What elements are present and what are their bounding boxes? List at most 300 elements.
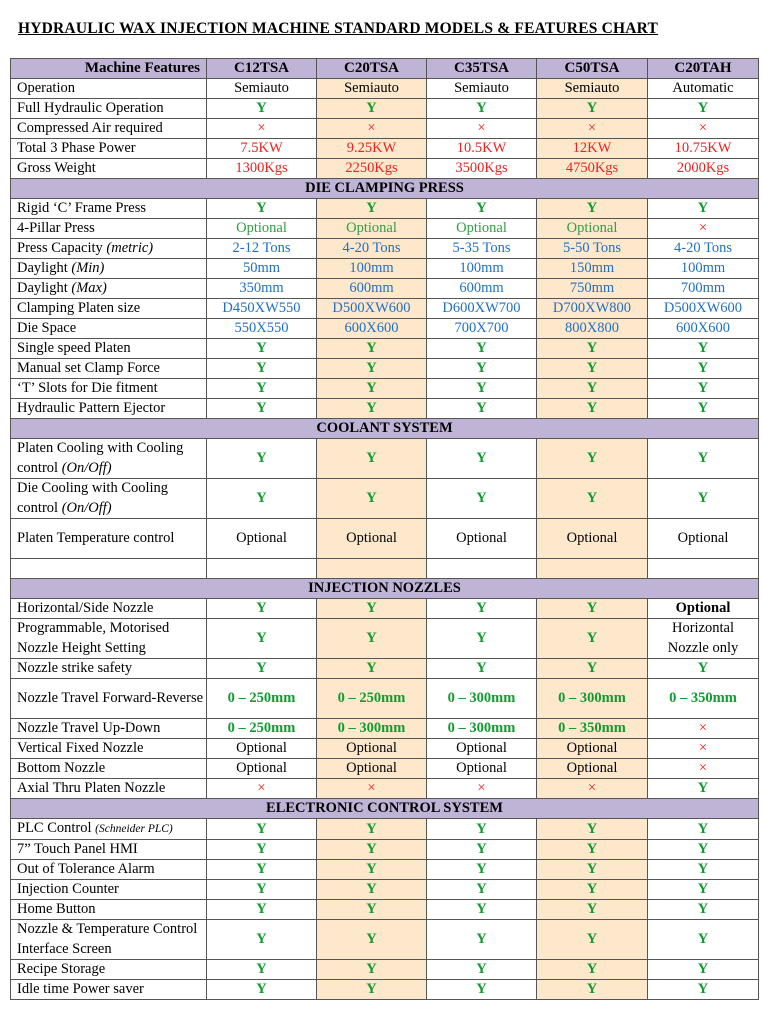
model-value-cell: Y — [317, 399, 427, 419]
feature-label-text: Home Button — [17, 901, 96, 917]
model-value-cell: D700XW800 — [537, 299, 648, 319]
model-value-cell: Y — [648, 479, 759, 519]
feature-label — [11, 860, 207, 880]
model-value-cell: Y — [207, 379, 317, 399]
model-value-cell: 700X700 — [427, 319, 537, 339]
model-value-cell: Optional — [207, 739, 317, 759]
model-value-cell: Y — [317, 880, 427, 900]
features-chart-table — [10, 58, 759, 1000]
model-value-cell: Optional — [427, 759, 537, 779]
feature-label-text: Full Hydraulic Operation — [17, 100, 164, 116]
model-value-cell: Optional — [317, 759, 427, 779]
feature-label-text: Platen Cooling with Cooling control — [17, 440, 184, 476]
empty-cell — [648, 559, 759, 579]
model-value-cell: Y — [317, 980, 427, 1000]
model-value-cell: 0 – 350mm — [648, 679, 759, 719]
feature-label — [11, 399, 207, 419]
feature-label-text: Daylight — [17, 260, 68, 276]
feature-label — [11, 139, 207, 159]
model-value-cell: Y — [537, 339, 648, 359]
model-value-cell: Y — [207, 339, 317, 359]
feature-row — [11, 139, 759, 159]
feature-label — [11, 479, 207, 519]
feature-row — [11, 659, 759, 679]
model-value-cell: Y — [207, 920, 317, 960]
feature-label-text: 7” Touch Panel HMI — [17, 841, 138, 857]
model-value-cell: D450XW550 — [207, 299, 317, 319]
model-header: C35TSA — [427, 59, 537, 79]
feature-label-text: ‘T’ Slots for Die fitment — [17, 380, 158, 396]
feature-label — [11, 719, 207, 739]
feature-row — [11, 819, 759, 840]
model-value-cell: Y — [537, 619, 648, 659]
feature-label-text: Clamping Platen size — [17, 300, 141, 316]
feature-label-text: Total 3 Phase Power — [17, 140, 136, 156]
model-value-cell: Y — [427, 860, 537, 880]
model-value-cell: × — [648, 719, 759, 739]
feature-row — [11, 880, 759, 900]
feature-label — [11, 880, 207, 900]
feature-label — [11, 920, 207, 960]
model-value-cell: Y — [427, 99, 537, 119]
model-value-cell: × — [648, 739, 759, 759]
model-value-cell: Y — [427, 439, 537, 479]
feature-label-text: Nozzle strike safety — [17, 660, 133, 676]
model-value-cell: Y — [427, 819, 537, 840]
model-value-cell: Y — [207, 980, 317, 1000]
model-value-cell: 700mm — [648, 279, 759, 299]
model-value-cell: Y — [317, 359, 427, 379]
model-value-cell: Y — [648, 399, 759, 419]
feature-label-text: PLC Control — [17, 820, 92, 836]
model-value-cell: Y — [427, 379, 537, 399]
feature-label-text: Vertical Fixed Nozzle — [17, 740, 144, 756]
model-value-cell: Y — [207, 99, 317, 119]
model-value-cell: Y — [207, 840, 317, 860]
model-value-cell: 7.5KW — [207, 139, 317, 159]
model-value-cell: Y — [537, 900, 648, 920]
model-value-cell: × — [317, 119, 427, 139]
model-value-cell: Y — [317, 619, 427, 659]
model-value-cell: Y — [648, 840, 759, 860]
model-value-cell: Y — [648, 379, 759, 399]
feature-label-text: Bottom Nozzle — [17, 760, 106, 776]
feature-label — [11, 840, 207, 860]
model-value-cell: Y — [537, 819, 648, 840]
model-value-cell: Y — [207, 659, 317, 679]
model-value-cell: Y — [427, 599, 537, 619]
section-header-row — [11, 579, 759, 599]
machine-features-header: Machine Features — [11, 59, 207, 79]
feature-label-qualifier: (Min) — [71, 260, 105, 276]
feature-row — [11, 359, 759, 379]
model-value-cell: Y — [537, 479, 648, 519]
model-value-cell: 800X800 — [537, 319, 648, 339]
feature-label — [11, 219, 207, 239]
model-value-cell: Y — [537, 439, 648, 479]
model-value-cell: × — [207, 119, 317, 139]
model-value-cell: 0 – 300mm — [427, 679, 537, 719]
model-value-cell: Y — [537, 860, 648, 880]
blank-row — [11, 559, 759, 579]
page-title: HYDRAULIC WAX INJECTION MACHINE STANDARD MODELS & FEATURES CHART — [18, 20, 659, 37]
model-value-cell: 5-50 Tons — [537, 239, 648, 259]
model-value-cell: Y — [648, 900, 759, 920]
feature-row — [11, 439, 759, 479]
model-value-cell: Y — [537, 920, 648, 960]
feature-row — [11, 299, 759, 319]
model-value-cell: Y — [537, 599, 648, 619]
model-value-cell: Y — [427, 479, 537, 519]
model-value-cell: Y — [648, 960, 759, 980]
model-value-cell: Y — [427, 840, 537, 860]
model-value-cell: Semiauto — [427, 79, 537, 99]
feature-label-text: Out of Tolerance Alarm — [17, 861, 155, 877]
model-value-cell: Y — [648, 359, 759, 379]
empty-cell — [11, 559, 207, 579]
model-value-cell: Y — [537, 99, 648, 119]
feature-row — [11, 840, 759, 860]
feature-row — [11, 960, 759, 980]
feature-label-text: Idle time Power saver — [17, 981, 144, 997]
feature-label-text: Hydraulic Pattern Ejector — [17, 400, 166, 416]
model-value-cell: × — [537, 119, 648, 139]
feature-label-text: Rigid ‘C’ Frame Press — [17, 200, 147, 216]
model-value-cell: 600mm — [317, 279, 427, 299]
model-value-cell: D600XW700 — [427, 299, 537, 319]
model-value-cell: Y — [207, 619, 317, 659]
model-value-cell: 550X550 — [207, 319, 317, 339]
feature-label-text: Manual set Clamp Force — [17, 360, 160, 376]
feature-label-qualifier: (Max) — [71, 280, 107, 296]
feature-row — [11, 759, 759, 779]
feature-row — [11, 199, 759, 219]
feature-row — [11, 920, 759, 960]
feature-row — [11, 599, 759, 619]
model-value-cell: × — [537, 779, 648, 799]
model-value-cell: Y — [317, 199, 427, 219]
feature-label-text: Nozzle Travel Forward-Reverse — [17, 689, 204, 706]
model-value-cell: Optional — [317, 739, 427, 759]
feature-label-text: Programmable, Motorised Nozzle Height Setting — [17, 620, 170, 656]
section-header-row — [11, 179, 759, 199]
model-value-cell: 600mm — [427, 279, 537, 299]
model-value-cell: Y — [427, 659, 537, 679]
feature-label-text: Platen Temperature control — [17, 529, 175, 546]
model-value-cell: Horizontal Nozzle only — [648, 619, 759, 659]
model-value-cell: Y — [537, 880, 648, 900]
feature-label — [11, 159, 207, 179]
model-value-cell: Y — [427, 399, 537, 419]
model-value-cell: Optional — [537, 219, 648, 239]
feature-row — [11, 119, 759, 139]
model-value-cell: × — [317, 779, 427, 799]
model-value-cell: 750mm — [537, 279, 648, 299]
model-value-cell: Y — [317, 960, 427, 980]
model-value-cell: Y — [648, 779, 759, 799]
model-value-cell: 50mm — [207, 259, 317, 279]
feature-row — [11, 319, 759, 339]
model-value-cell: Y — [317, 840, 427, 860]
model-value-cell: Y — [317, 339, 427, 359]
model-header: C20TAH — [648, 59, 759, 79]
feature-row — [11, 99, 759, 119]
model-value-cell: 0 – 250mm — [207, 719, 317, 739]
model-value-cell: Y — [537, 960, 648, 980]
model-value-cell: D500XW600 — [317, 299, 427, 319]
model-value-cell: 10.5KW — [427, 139, 537, 159]
model-value-cell: Y — [648, 880, 759, 900]
model-value-cell: Y — [427, 199, 537, 219]
feature-label-text: Single speed Platen — [17, 340, 131, 356]
model-value-cell: Y — [317, 920, 427, 960]
model-value-cell: 600X600 — [317, 319, 427, 339]
model-value-cell: Y — [317, 659, 427, 679]
feature-label-text: Nozzle & Temperature Control Interface Screen — [17, 921, 198, 957]
feature-row — [11, 279, 759, 299]
feature-row — [11, 860, 759, 880]
model-value-cell: × — [427, 779, 537, 799]
model-value-cell: × — [648, 119, 759, 139]
feature-label — [11, 319, 207, 339]
feature-row — [11, 339, 759, 359]
model-value-cell: Y — [207, 359, 317, 379]
model-value-cell: Y — [317, 860, 427, 880]
feature-label — [11, 299, 207, 319]
model-header: C20TSA — [317, 59, 427, 79]
feature-row — [11, 479, 759, 519]
model-value-cell: Y — [207, 199, 317, 219]
model-value-cell: Optional — [427, 739, 537, 759]
feature-row — [11, 219, 759, 239]
feature-label — [11, 599, 207, 619]
model-value-cell: 4750Kgs — [537, 159, 648, 179]
feature-label — [11, 79, 207, 99]
feature-label — [11, 119, 207, 139]
model-value-cell: Y — [427, 619, 537, 659]
model-value-cell: Optional — [317, 219, 427, 239]
model-value-cell: 2000Kgs — [648, 159, 759, 179]
feature-label — [11, 819, 207, 840]
model-value-cell: Optional — [537, 739, 648, 759]
empty-cell — [207, 559, 317, 579]
model-value-cell: × — [648, 219, 759, 239]
feature-label-text: Die Space — [17, 320, 77, 336]
feature-label — [11, 659, 207, 679]
feature-row — [11, 779, 759, 799]
model-value-cell: 0 – 350mm — [537, 719, 648, 739]
model-value-cell: Y — [427, 980, 537, 1000]
model-value-cell: 2250Kgs — [317, 159, 427, 179]
feature-row — [11, 379, 759, 399]
model-value-cell: Y — [207, 599, 317, 619]
model-value-cell: Optional — [537, 759, 648, 779]
section-title: COOLANT SYSTEM — [11, 419, 759, 439]
model-value-cell: 4-20 Tons — [648, 239, 759, 259]
model-value-cell: 0 – 300mm — [317, 719, 427, 739]
section-header-row — [11, 799, 759, 819]
feature-label — [11, 199, 207, 219]
model-value-cell: Y — [207, 860, 317, 880]
model-value-cell: 150mm — [537, 259, 648, 279]
model-value-cell: 10.75KW — [648, 139, 759, 159]
model-value-cell: Y — [537, 359, 648, 379]
model-value-cell: Y — [317, 379, 427, 399]
feature-label — [11, 679, 207, 719]
feature-label-text: Recipe Storage — [17, 961, 106, 977]
model-value-cell: 350mm — [207, 279, 317, 299]
model-value-cell: Y — [317, 99, 427, 119]
feature-label-qualifier: (On/Off) — [61, 499, 112, 516]
model-value-cell: × — [207, 779, 317, 799]
feature-label-qualifier: (metric) — [106, 240, 154, 256]
feature-label — [11, 900, 207, 920]
model-value-cell: Y — [317, 900, 427, 920]
model-value-cell: Automatic — [648, 79, 759, 99]
model-value-cell: × — [427, 119, 537, 139]
feature-row — [11, 519, 759, 559]
feature-label — [11, 239, 207, 259]
model-value-cell: Y — [648, 99, 759, 119]
empty-cell — [537, 559, 648, 579]
feature-label — [11, 739, 207, 759]
model-value-cell: Y — [537, 199, 648, 219]
model-value-cell: Y — [207, 479, 317, 519]
model-value-cell: Optional — [648, 519, 759, 559]
model-value-cell: Y — [537, 399, 648, 419]
feature-label — [11, 99, 207, 119]
model-value-cell: Y — [207, 900, 317, 920]
feature-label — [11, 339, 207, 359]
model-value-cell: × — [648, 759, 759, 779]
model-value-cell: 2-12 Tons — [207, 239, 317, 259]
model-value-cell: Y — [537, 659, 648, 679]
feature-label-text: 4-Pillar Press — [17, 220, 95, 236]
model-value-cell: 12KW — [537, 139, 648, 159]
feature-label-text: Axial Thru Platen Nozzle — [17, 780, 166, 796]
model-value-cell: Y — [537, 840, 648, 860]
section-header-row — [11, 419, 759, 439]
feature-row — [11, 980, 759, 1000]
feature-label-text: Nozzle Travel Up-Down — [17, 720, 161, 736]
feature-row — [11, 159, 759, 179]
model-value-cell: Y — [648, 339, 759, 359]
feature-row — [11, 719, 759, 739]
feature-row — [11, 619, 759, 659]
feature-label — [11, 439, 207, 479]
model-value-cell: Y — [207, 819, 317, 840]
model-value-cell: Y — [207, 960, 317, 980]
model-value-cell: Y — [648, 819, 759, 840]
feature-label — [11, 259, 207, 279]
section-title: ELECTRONIC CONTROL SYSTEM — [11, 799, 759, 819]
feature-row — [11, 679, 759, 719]
model-value-cell: 0 – 300mm — [537, 679, 648, 719]
model-value-cell: Y — [427, 920, 537, 960]
empty-cell — [427, 559, 537, 579]
model-value-cell: 0 – 250mm — [207, 679, 317, 719]
feature-label — [11, 779, 207, 799]
model-value-cell: Semiauto — [207, 79, 317, 99]
model-value-cell: 1300Kgs — [207, 159, 317, 179]
feature-row — [11, 259, 759, 279]
model-value-cell: Semiauto — [537, 79, 648, 99]
header-row — [11, 59, 759, 79]
model-header: C50TSA — [537, 59, 648, 79]
feature-label — [11, 379, 207, 399]
feature-label — [11, 980, 207, 1000]
model-value-cell: Optional — [427, 219, 537, 239]
model-value-cell: 0 – 250mm — [317, 679, 427, 719]
empty-cell — [317, 559, 427, 579]
feature-label-text: Die Cooling with Cooling control — [17, 480, 169, 516]
model-value-cell: Optional — [207, 759, 317, 779]
feature-label-qualifier: (On/Off) — [61, 459, 112, 476]
feature-label-text: Injection Counter — [17, 881, 119, 897]
feature-label — [11, 279, 207, 299]
model-value-cell: Optional — [317, 519, 427, 559]
model-value-cell: Y — [207, 399, 317, 419]
model-header: C12TSA — [207, 59, 317, 79]
model-value-cell: Y — [648, 860, 759, 880]
model-value-cell: Y — [427, 880, 537, 900]
model-value-cell: Semiauto — [317, 79, 427, 99]
model-value-cell: 5-35 Tons — [427, 239, 537, 259]
model-value-cell: Y — [317, 819, 427, 840]
model-value-cell: Y — [648, 439, 759, 479]
model-value-cell: Y — [427, 960, 537, 980]
model-value-cell: Y — [317, 439, 427, 479]
model-value-cell: 600X600 — [648, 319, 759, 339]
feature-label-text: Gross Weight — [17, 160, 96, 176]
model-value-cell: 9.25KW — [317, 139, 427, 159]
model-value-cell: Y — [207, 439, 317, 479]
feature-label — [11, 519, 207, 559]
feature-row — [11, 900, 759, 920]
model-value-cell: Optional — [537, 519, 648, 559]
feature-label-text: Operation — [17, 80, 75, 96]
model-value-cell: Y — [537, 379, 648, 399]
feature-label-text: Press Capacity — [17, 240, 103, 256]
model-value-cell: Y — [427, 359, 537, 379]
model-value-cell: Y — [648, 920, 759, 960]
feature-label-text: Compressed Air required — [17, 120, 163, 136]
feature-label-qualifier: (Schneider PLC) — [95, 823, 173, 835]
model-value-cell: 4-20 Tons — [317, 239, 427, 259]
feature-row — [11, 79, 759, 99]
section-title: INJECTION NOZZLES — [11, 579, 759, 599]
model-value-cell: 3500Kgs — [427, 159, 537, 179]
model-value-cell: 100mm — [648, 259, 759, 279]
model-value-cell: Y — [648, 659, 759, 679]
model-value-cell: Optional — [648, 599, 759, 619]
feature-label-text: Horizontal/Side Nozzle — [17, 600, 154, 616]
model-value-cell: Y — [648, 199, 759, 219]
model-value-cell: Optional — [207, 519, 317, 559]
model-value-cell: 100mm — [427, 259, 537, 279]
model-value-cell: Y — [317, 599, 427, 619]
model-value-cell: Optional — [207, 219, 317, 239]
feature-row — [11, 739, 759, 759]
model-value-cell: Y — [317, 479, 427, 519]
feature-label-text: Daylight — [17, 280, 68, 296]
model-value-cell: Y — [207, 880, 317, 900]
feature-row — [11, 399, 759, 419]
model-value-cell: Optional — [427, 519, 537, 559]
feature-label — [11, 619, 207, 659]
feature-label — [11, 359, 207, 379]
model-value-cell: D500XW600 — [648, 299, 759, 319]
